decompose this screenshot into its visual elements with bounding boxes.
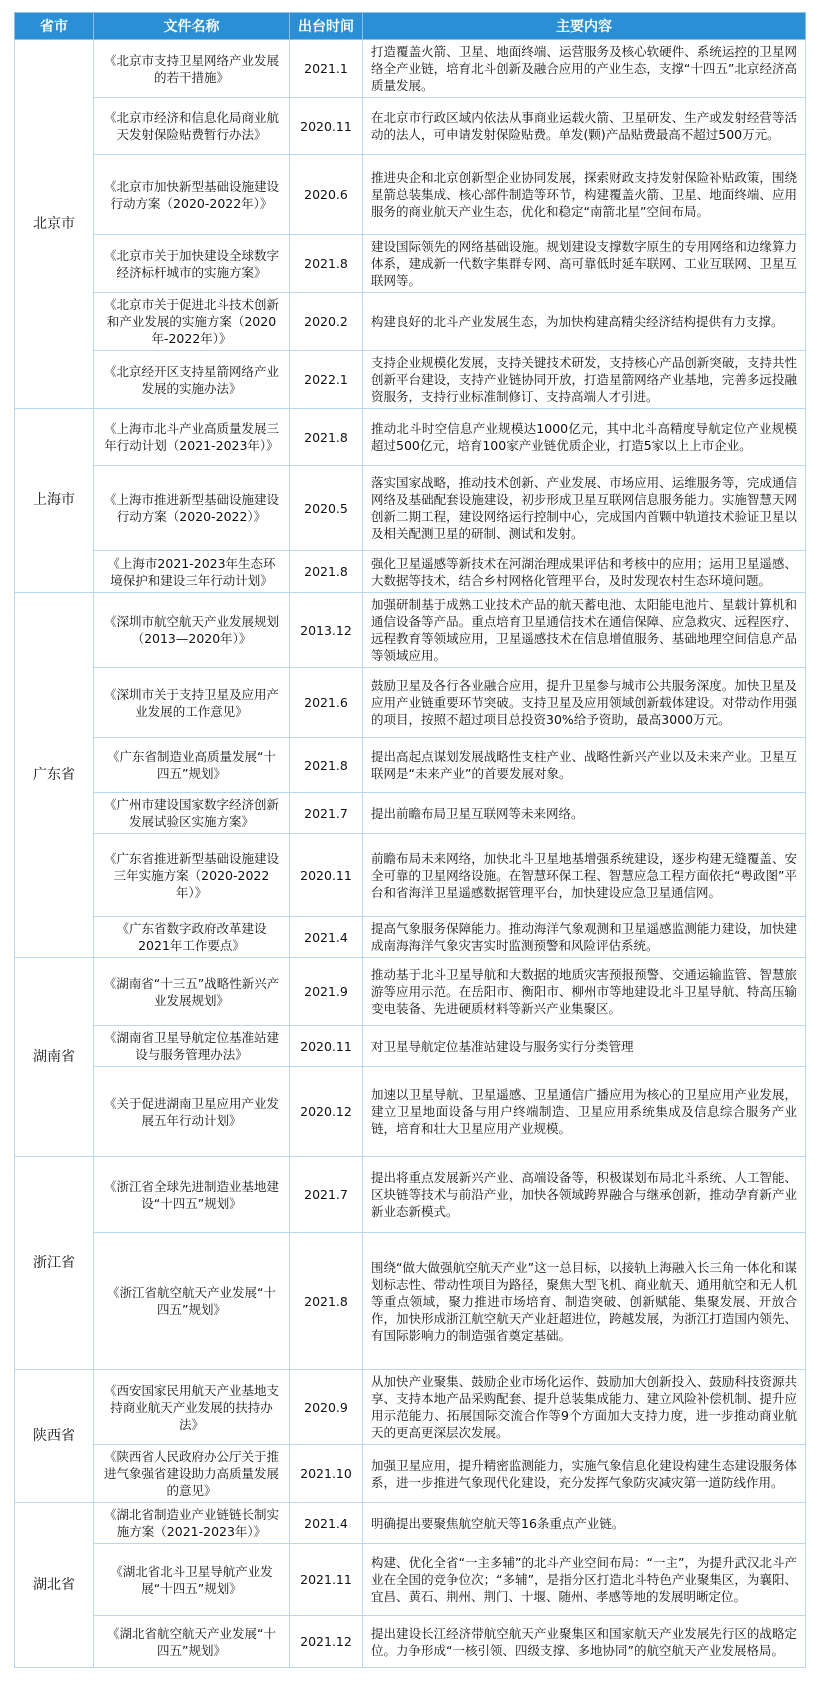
issue-date-cell: 2020.12 [290,1067,363,1157]
table-row [15,155,806,235]
main-content-cell: 从加快产业聚集、鼓励企业市场化运作、鼓励加大创新投入、鼓励科技资源共享、支持本地产品采购配套、提升总装集成能力、建立风险补偿机制、提升应用示范能力、拓展国际交流合作等9个方面加大支持力度，进一步推动商业航天的更高更深层次发展。 [363,1370,806,1445]
main-content-cell: 提出前瞻布局卫星互联网等未来网络。 [363,793,806,834]
document-name-cell: 《深圳市航空航天产业发展规划（2013—2020年）》 [94,593,290,668]
table-row [15,593,806,668]
main-content-cell: 打造覆盖火箭、卫星、地面终端、运营服务及核心软硬件、系统运控的卫星网络全产业链，培育北斗创新及融合应用的产业生态，支撑“十四五”北京经济高质量发展。 [363,40,806,98]
issue-date-cell: 2021.7 [290,793,363,834]
province-cell: 上海市 [15,409,94,593]
document-name-cell: 《上海市2021-2023年生态环境保护和建设三年行动计划》 [94,551,290,593]
document-name-cell: 《广东省制造业高质量发展“十四五”规划》 [94,738,290,793]
main-content-cell: 推动基于北斗卫星导航和大数据的地质灾害预报预警、交通运输监管、智慧旅游等应用示范。在岳阳市、衡阳市、柳州市等地建设北斗卫星导航、特高压输变电装备、先进硬质材料等新兴产业集聚区。 [363,958,806,1026]
issue-date-cell: 2021.8 [290,235,363,293]
table-row [15,466,806,551]
table-row [15,917,806,958]
document-name-cell: 《广东省数字政府改革建设2021年工作要点》 [94,917,290,958]
issue-date-cell: 2021.11 [290,1544,363,1616]
issue-date-cell: 2021.8 [290,1233,363,1370]
issue-date-cell: 2021.12 [290,1616,363,1668]
document-name-cell: 《西安国家民用航天产业基地支持商业航天产业发展的扶持办法》 [94,1370,290,1445]
document-name-cell: 《湖南省“十三五”战略性新兴产业发展规划》 [94,958,290,1026]
issue-date-cell: 2020.11 [290,1026,363,1067]
main-content-cell: 支持企业规模化发展，支持关键技术研发，支持核心产品创新突破，支持共性创新平台建设，支持产业链协同开放，打造星箭网络产业基地，完善多远投融资服务，支持行业标准制修订、支持高端人才引进。 [363,351,806,409]
document-name-cell: 《北京市支持卫星网络产业发展的若干措施》 [94,40,290,98]
document-name-cell: 《湖北省制造业产业链链长制实施方案（2021-2023年）》 [94,1503,290,1544]
table-row [15,668,806,738]
document-name-cell: 《北京市加快新型基础设施建设行动方案（2020-2022年）》 [94,155,290,235]
document-name-cell: 《湖北省航空航天产业发展“十四五”规划》 [94,1616,290,1668]
issue-date-cell: 2021.9 [290,958,363,1026]
main-content-cell: 加强卫星应用，提升精密监测能力，实施气象信息化建设构建生态建设服务体系，进一步推进气象现代化建设，充分发挥气象防灾减灾第一道防线作用。 [363,1445,806,1503]
main-content-cell: 提高气象服务保障能力。推动海洋气象观测和卫星遥感监测能力建设，加快建成南海海洋气象灾害实时监测预警和风险评估系统。 [363,917,806,958]
table-row [15,235,806,293]
issue-date-cell: 2021.8 [290,738,363,793]
main-content-cell: 强化卫星遥感等新技术在河湖治理成果评估和考核中的应用；运用卫星遥感、大数据等技术，结合乡村网格化管理平台，及时发现农村生态环境问题。 [363,551,806,593]
table-row [15,1026,806,1067]
table-row [15,738,806,793]
table-row [15,1445,806,1503]
issue-date-cell: 2021.10 [290,1445,363,1503]
table-row [15,834,806,917]
main-content-cell: 构建良好的北斗产业发展生态，为加快构建高精尖经济结构提供有力支撑。 [363,293,806,351]
document-name-cell: 《浙江省全球先进制造业基地建设“十四五”规划》 [94,1157,290,1233]
province-cell: 湖北省 [15,1503,94,1668]
document-name-cell: 《上海市北斗产业高质量发展三年行动计划（2021-2023年）》 [94,409,290,466]
issue-date-cell: 2021.4 [290,917,363,958]
table-row [15,1544,806,1616]
issue-date-cell: 2020.9 [290,1370,363,1445]
table-body [15,40,806,1668]
table-row [15,1503,806,1544]
document-name-cell: 《关于促进湖南卫星应用产业发展五年行动计划》 [94,1067,290,1157]
header-document-name: 文件名称 [94,13,290,40]
issue-date-cell: 2013.12 [290,593,363,668]
document-name-cell: 《湖南省卫星导航定位基准站建设与服务管理办法》 [94,1026,290,1067]
issue-date-cell: 2021.7 [290,1157,363,1233]
table-row [15,293,806,351]
document-name-cell: 《浙江省航空航天产业发展“十四五”规划》 [94,1233,290,1370]
document-name-cell: 《上海市推进新型基础设施建设行动方案（2020-2022）》 [94,466,290,551]
main-content-cell: 明确提出要聚焦航空航天等16条重点产业链。 [363,1503,806,1544]
issue-date-cell: 2020.5 [290,466,363,551]
document-name-cell: 《广东省推进新型基础设施建设三年实施方案（2020-2022年）》 [94,834,290,917]
policy-table [14,12,806,1668]
province-cell: 陕西省 [15,1370,94,1503]
table-row [15,551,806,593]
policy-table-container [14,12,805,1668]
main-content-cell: 推动北斗时空信息产业规模达1000亿元，其中北斗高精度导航定位产业规模超过500亿元，培育100家产业链优质企业，打造5家以上上市企业。 [363,409,806,466]
table-row [15,351,806,409]
main-content-cell: 落实国家战略，推动技术创新、产业发展、市场应用、运维服务等，完成通信网络及基础配套设施建设，初步形成卫星互联网信息服务能力。实施智慧天网创新二期工程，建设网络运行控制中心，完成国内首颗中轨道技术验证卫星以及相关配测卫星的研制、测试和发射。 [363,466,806,551]
main-content-cell: 加强研制基于成熟工业技术产品的航天蓄电池、太阳能电池片、星载计算机和通信设备等产品。重点培育卫星通信技术在通信保障、应急救灾、远程医疗、远程教育等领域应用，卫星遥感技术在信息增值服务、基础地理空间信息产品等领域应用。 [363,593,806,668]
table-row [15,958,806,1026]
issue-date-cell: 2021.6 [290,668,363,738]
header-issue-date: 出台时间 [290,13,363,40]
issue-date-cell: 2021.1 [290,40,363,98]
main-content-cell: 前瞻布局未来网络，加快北斗卫星地基增强系统建设，逐步构建无缝覆盖、安全可靠的卫星网络设施。在智慧环保工程、智慧应急工程方面依托“粤政图”平台和省海洋卫星遥感数据管理平台，加快建设应急卫星通信网。 [363,834,806,917]
main-content-cell: 加速以卫星导航、卫星遥感、卫星通信广播应用为核心的卫星应用产业发展，建立卫星地面设备与用户终端制造、卫星应用系统集成及信息综合服务产业链，培育和壮大卫星应用产业规模。 [363,1067,806,1157]
main-content-cell: 围绕“做大做强航空航天产业”这一总目标，以接轨上海融入长三角一体化和谋划标志性、带动性项目为路径，聚焦大型飞机、商业航天、通用航空和无人机等重点领域，聚力推进市场培育、制造突破、创新赋能、集聚发展、开放合作，加快形成浙江航空航天产业赶超进位，跨越发展，为浙江打造国内领先、有国际影响力的制造强省奠定基础。 [363,1233,806,1370]
main-content-cell: 对卫星导航定位基准站建设与服务实行分类管理 [363,1026,806,1067]
main-content-cell: 推进央企和北京创新型企业协同发展，探索财政支持发射保险补贴政策，围绕星箭总装集成、核心部件制造等环节，构建覆盖火箭、卫星、地面终端、应用服务的商业航天产业生态，优化和稳定“南箭北星”空间布局。 [363,155,806,235]
header-province: 省市 [15,13,94,40]
document-name-cell: 《广州市建设国家数字经济创新发展试验区实施方案》 [94,793,290,834]
table-row [15,409,806,466]
issue-date-cell: 2022.1 [290,351,363,409]
province-cell: 湖南省 [15,958,94,1157]
province-cell: 浙江省 [15,1157,94,1370]
table-row [15,40,806,98]
main-content-cell: 提出将重点发展新兴产业、高端设备等，积极谋划布局北斗系统、人工智能、区块链等技术与前沿产业，加快各领域跨界融合与继承创新，推动孕育新产业新业态新模式。 [363,1157,806,1233]
main-content-cell: 建设国际领先的网络基础设施。规划建设支撑数字原生的专用网络和边缘算力体系，建成新一代数字集群专网、高可靠低时延车联网、工业互联网、卫星互联网等。 [363,235,806,293]
main-content-cell: 提出建设长江经济带航空航天产业聚集区和国家航天产业发展先行区的战略定位。力争形成“一核引领、四级支撑、多地协同”的航空航天产业发展格局。 [363,1616,806,1668]
table-row [15,98,806,155]
document-name-cell: 《北京市关于加快建设全球数字经济标杆城市的实施方案》 [94,235,290,293]
issue-date-cell: 2021.4 [290,1503,363,1544]
issue-date-cell: 2021.8 [290,409,363,466]
issue-date-cell: 2020.11 [290,834,363,917]
document-name-cell: 《北京经开区支持星箭网络产业发展的实施办法》 [94,351,290,409]
document-name-cell: 《北京市经济和信息化局商业航天发射保险贴费暂行办法》 [94,98,290,155]
main-content-cell: 构建、优化全省“一主多辅”的北斗产业空间布局：“一主”，为提升武汉北斗产业在全国的竞争位次；“多辅”，是指分区打造北斗特色产业聚集区，为襄阳、宜昌、黄石、荆州、荆门、十堰、随州、孝感等地的发展明晰定位。 [363,1544,806,1616]
document-name-cell: 《湖北省北斗卫星导航产业发展“十四五”规划》 [94,1544,290,1616]
document-name-cell: 《北京市关于促进北斗技术创新和产业发展的实施方案（2020年-2022年）》 [94,293,290,351]
table-row [15,1370,806,1445]
table-row [15,1233,806,1370]
province-cell: 北京市 [15,40,94,409]
issue-date-cell: 2020.2 [290,293,363,351]
main-content-cell: 提出高起点谋划发展战略性支柱产业、战略性新兴产业以及未来产业。卫星互联网是“未来产业”的首要发展对象。 [363,738,806,793]
table-row [15,793,806,834]
table-header-row [15,13,806,40]
main-content-cell: 鼓励卫星及各行各业融合应用，提升卫星参与城市公共服务深度。加快卫星及应用产业链重要环节突破。支持卫星及应用领域创新载体建设。对带动作用强的项目，按照不超过项目总投资30%给予资助，最高3000万元。 [363,668,806,738]
main-content-cell: 在北京市行政区域内依法从事商业运载火箭、卫星研发、生产或发射经营等活动的法人，可申请发射保险贴费。单发(颗)产品贴费最高不超过500万元。 [363,98,806,155]
document-name-cell: 《深圳市关于支持卫星及应用产业发展的工作意见》 [94,668,290,738]
table-row [15,1157,806,1233]
issue-date-cell: 2021.8 [290,551,363,593]
document-name-cell: 《陕西省人民政府办公厅关于推进气象强省建设助力高质量发展的意见》 [94,1445,290,1503]
province-cell: 广东省 [15,593,94,958]
issue-date-cell: 2020.6 [290,155,363,235]
table-row [15,1616,806,1668]
header-main-content: 主要内容 [363,13,806,40]
issue-date-cell: 2020.11 [290,98,363,155]
table-row [15,1067,806,1157]
